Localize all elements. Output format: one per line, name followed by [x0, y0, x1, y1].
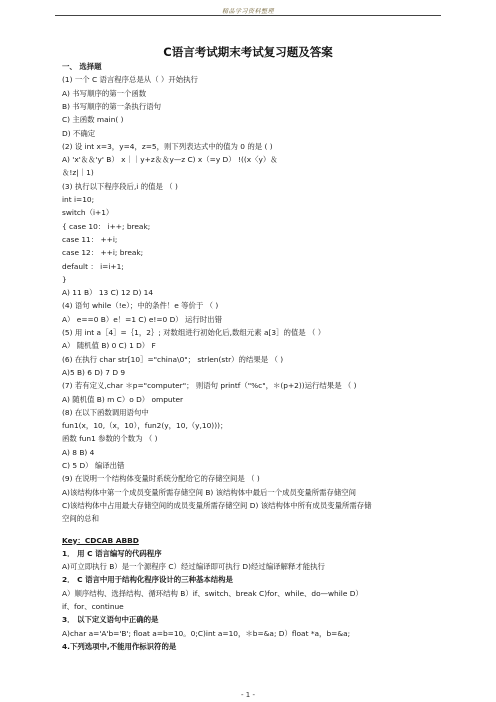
text-line: C)该结构体中占用最大存储空间的成员变量所需存储空间 D) 该结构体中所有成员变量所需存储 [62, 500, 372, 510]
text-line: A) 书写顺序的第一个函数 [62, 88, 147, 98]
document-title: C语言考试期末考试复习题及答案 [163, 45, 333, 59]
question-heading: 4.下列选项中,不能用作标识符的是 [62, 641, 177, 651]
text-line: 空间的总和 [62, 514, 99, 524]
text-line: (8) 在以下函数调用语句中 [62, 407, 149, 417]
text-line: (2) 设 int x=3，y=4，z=5，则下列表达式中的值为 0 的是 ( ) [62, 141, 273, 151]
text-line: B) 书写顺序的第一条执行语句 [62, 101, 161, 111]
text-line: C) 5 D） 编译出错 [62, 461, 125, 470]
text-line: case 11： ++i; [62, 234, 118, 244]
text-line: D) 不确定 [62, 128, 96, 138]
text-line: A)5 B) 6 D) 7 D 9 [62, 367, 126, 377]
page-header: 精品学习资料整理 [221, 8, 274, 15]
text-line: A) 11 B） 13 C) 12 D) 14 [62, 288, 154, 298]
header-rule [55, 15, 441, 16]
text-line: A） 随机值 B) 0 C) 1 D） F [62, 341, 156, 351]
text-line: (6) 在执行 char str[10］="china\0"； strlen(str）的结果是 （ ) [62, 354, 284, 364]
text-line: (4) 语句 while（!e）；中的条件！e 等价于 （ ) [62, 301, 219, 311]
question-heading: 3． 以下定义语句中正确的是 [62, 615, 159, 625]
text-line: fun1(x，10,（x，10），fun2(y，10,（y,10)))； [62, 421, 228, 431]
text-line: A)char a='A'b='B'; float a=b=10。0;C)int a=10，＊b=&a; D）float *a，b=&a; [62, 628, 351, 638]
text-line: C) 主函数 main( ) [62, 115, 124, 125]
text-line: A） e==0 B）e！=1 C) e!=0 D） 运行时出错 [62, 314, 222, 324]
answer-key: Key：CDCAB ABBD [62, 535, 139, 545]
text-line: (1) 一个 C 语言程序总是从（ ）开始执行 [62, 75, 198, 85]
text-line: default ： i=i+1; [62, 261, 124, 271]
page-number: - 1 - [241, 691, 255, 699]
text-line: 函数 fun1 参数的个数为 （ ) [62, 434, 158, 444]
text-line: A) 8 B) 4 [62, 447, 95, 457]
text-line: (5) 用 int a［4］=｛1，2｝; 对数组进行初始化后,数组元素 a[3］的值是 （ ） [62, 328, 326, 337]
text-line: (9) 在说明一个结构体变量时系统分配给它的存储空间是 （ ) [62, 474, 260, 484]
text-line: { case 10： i++; break; [62, 221, 151, 231]
text-line: } [62, 274, 67, 284]
text-line: case 12： ++i; break; [62, 248, 144, 258]
text-line: A）顺序结构、选择结构、循环结构 B）if、switch、break C)for、while、do—while D） [62, 588, 363, 598]
text-line: A) 'x'＆＆'y' B） x｜｜y+z＆＆y—z C) x（=y D） !((x〈y）＆ [62, 155, 278, 165]
question-heading: 2． C 语言中用于结构化程序设计的三种基本结构是 [62, 575, 233, 585]
text-line: ＆!z|｜1) [62, 168, 94, 178]
question-heading: 一、 选择题 [62, 62, 102, 71]
text-line: A) 随机值 B) m C）o D） omputer [62, 394, 184, 404]
text-line: if、for、continue [62, 602, 124, 611]
text-line: int i=10; [62, 195, 95, 204]
text-line: A)可立即执行 B）是一个源程序 C）经过编译即可执行 D)经过编译解释才能执行 [62, 562, 325, 572]
question-heading: 1． 用 C 语言编写的代码程序 [62, 548, 162, 558]
text-line: (3) 执行以下程序段后,i 的值是 （ ) [62, 181, 178, 191]
text-line: (7) 若有定义,char ＊p="computer"； 则语句 printf（"%c"，＊(p+2))运行结果是 （ ) [62, 381, 357, 391]
text-line: switch（i+1） [62, 208, 114, 218]
text-line: A)该结构体中第一个成员变量所需存储空间 B) 该结构体中最后一个成员变量所需存储空间 [62, 487, 357, 497]
